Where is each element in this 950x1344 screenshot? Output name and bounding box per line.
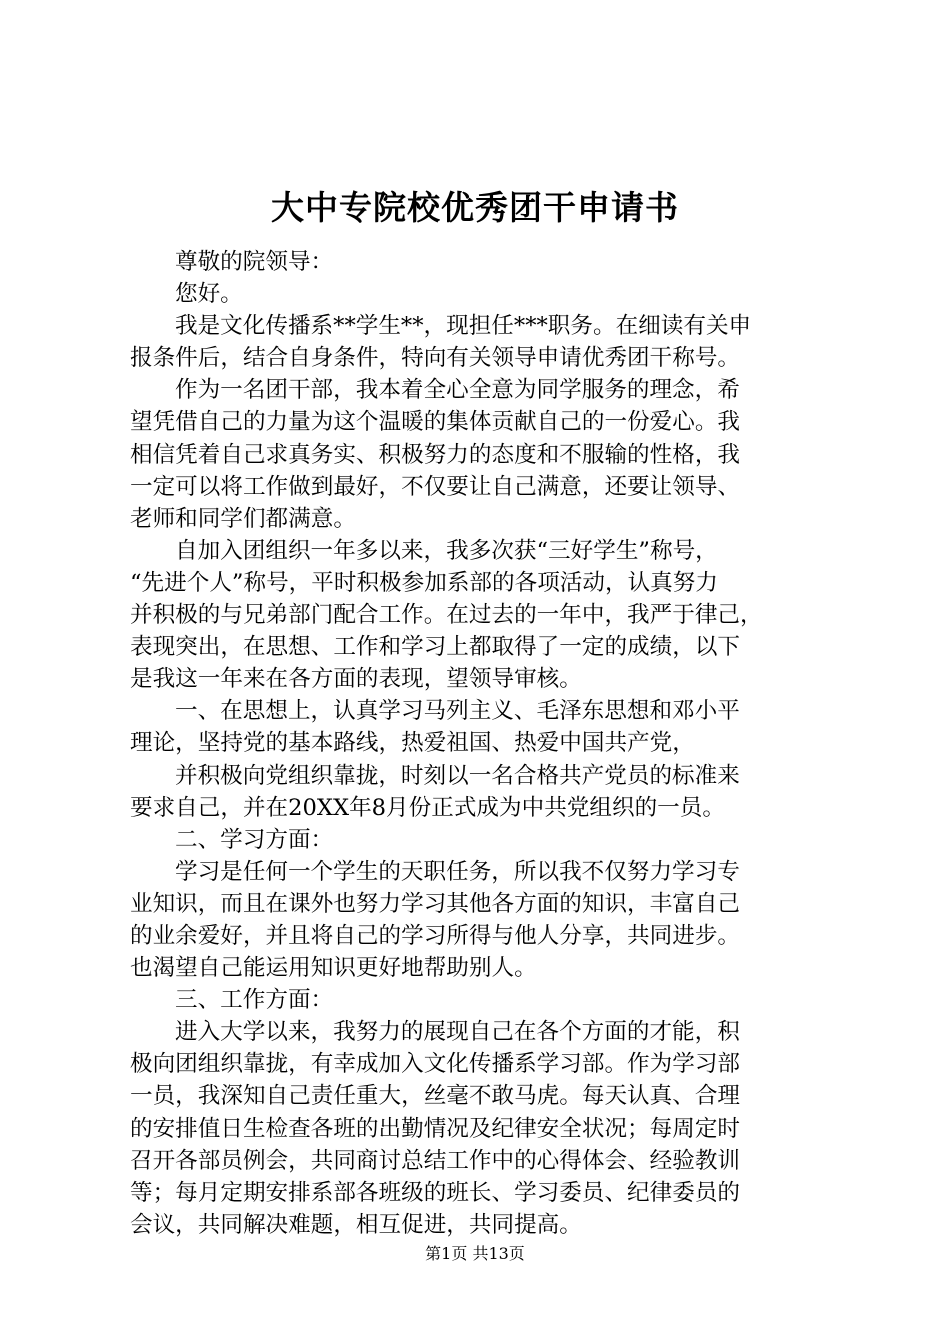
body-line: 要求自己，并在20XX年8月份正式成为中共党组织的一员。 bbox=[130, 794, 725, 821]
document-title: 大中专院校优秀团干申请书 bbox=[271, 188, 679, 227]
body-line: 的业余爱好，并且将自己的学习所得与他人分享，共同进步。 bbox=[130, 922, 741, 949]
body-line: 报条件后，结合自身条件，特向有关领导申请优秀团干称号。 bbox=[130, 345, 741, 372]
body-line: 一定可以将工作做到最好，不仅要让自己满意，还要让领导、 bbox=[130, 473, 741, 500]
body-line: 作为一名团干部，我本着全心全意为同学服务的理念，希 bbox=[175, 377, 740, 404]
body-line: 是我这一年来在各方面的表现，望领导审核。 bbox=[130, 666, 582, 693]
body-line: 望凭借自己的力量为这个温暖的集体贡献自己的一份爱心。我 bbox=[130, 409, 741, 436]
body-line: “先进个人”称号，平时积极参加系部的各项活动，认真努力 bbox=[130, 569, 718, 596]
body-line: 二、学习方面： bbox=[175, 826, 334, 853]
body-line: 一、在思想上，认真学习马列主义、毛泽东思想和邓小平 bbox=[175, 698, 740, 725]
body-line: 学习是任何一个学生的天职任务，所以我不仅努力学习专 bbox=[175, 858, 740, 885]
body-line: 业知识，而且在课外也努力学习其他各方面的知识，丰富自己 bbox=[130, 890, 741, 917]
body-line: 三、工作方面： bbox=[175, 987, 334, 1014]
body-line: 自加入团组织一年多以来，我多次获“三好学生”称号， bbox=[175, 537, 718, 564]
body-line: 理论，坚持党的基本路线，热爱祖国、热爱中国共产党， bbox=[130, 730, 695, 757]
body-line: 极向团组织靠拢，有幸成加入文化传播系学习部。作为学习部 bbox=[130, 1051, 741, 1078]
body-line: 也渴望自己能运用知识更好地帮助别人。 bbox=[130, 955, 537, 982]
body-line: 会议，共同解决难题，相互促进，共同提高。 bbox=[130, 1211, 582, 1238]
body-line: 并积极向党组织靠拢，时刻以一名合格共产党员的标准来 bbox=[175, 762, 740, 789]
body-line: 您好。 bbox=[175, 281, 243, 308]
body-line: 相信凭着自己求真务实、积极努力的态度和不服输的性格，我 bbox=[130, 441, 741, 468]
document-body bbox=[130, 246, 828, 1241]
body-line: 一员，我深知自己责任重大，丝毫不敢马虎。每天认真、合理 bbox=[130, 1083, 741, 1110]
body-line: 尊敬的院领导： bbox=[175, 249, 334, 275]
body-line: 老师和同学们都满意。 bbox=[130, 505, 356, 532]
body-line: 我是文化传播系**学生**，现担任***职务。在细读有关申 bbox=[175, 313, 752, 340]
body-line: 召开各部员例会，共同商讨总结工作中的心得体会、经验教训 bbox=[130, 1147, 741, 1174]
page-footer: 第1页 共13页 bbox=[425, 1244, 525, 1263]
body-line: 的安排值日生检查各班的出勤情况及纪律安全状况；每周定时 bbox=[130, 1115, 741, 1142]
body-line: 表现突出，在思想、工作和学习上都取得了一定的成绩，以下 bbox=[130, 634, 741, 661]
body-line: 等；每月定期安排系部各班级的班长、学习委员、纪律委员的 bbox=[130, 1179, 741, 1206]
body-line: 并积极的与兄弟部门配合工作。在过去的一年中，我严于律己， bbox=[130, 602, 763, 629]
body-line: 进入大学以来，我努力的展现自己在各个方面的才能，积 bbox=[175, 1019, 740, 1046]
